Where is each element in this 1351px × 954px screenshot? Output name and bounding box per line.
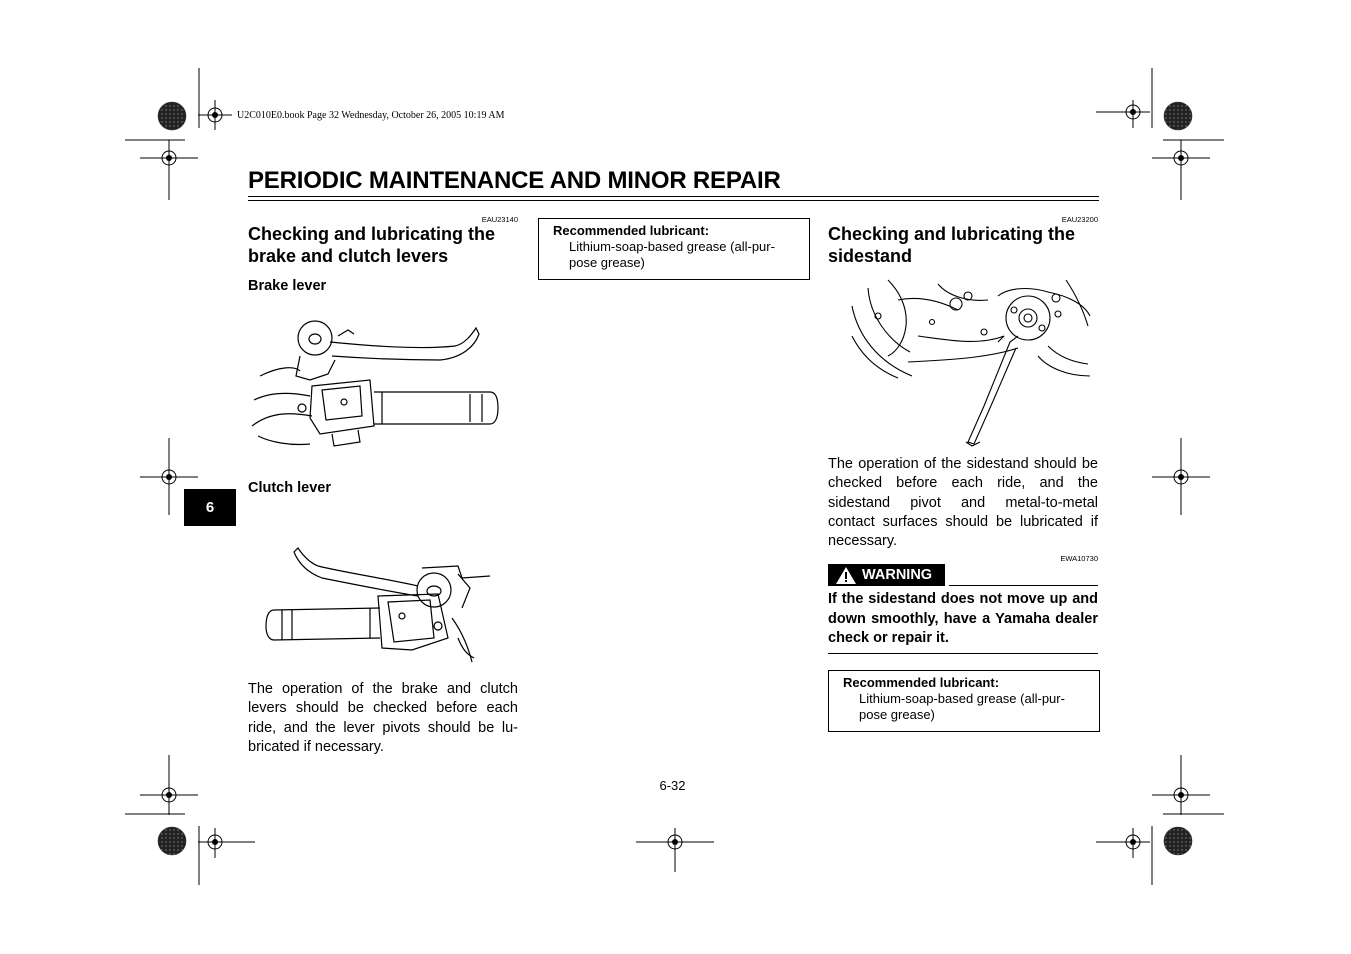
chapter-title: PERIODIC MAINTENANCE AND MINOR REPAIR (248, 167, 781, 194)
lubricant-box-levers (538, 218, 810, 280)
section-code-sidestand: EAU23200 (1061, 215, 1098, 224)
lubricant-label-sidestand: Recommended lubricant: (843, 675, 1000, 690)
lubricant-text-sidestand: Lithium-soap-based grease (all-pur-pose grease) (859, 691, 1065, 722)
brake-lever-illustration (250, 316, 502, 456)
sidestand-body-text: The operation of the sidestand should be checked before each ride, and the sidestand pivot and metal-to-metal contact surfaces should be lubricated if necessary. (828, 456, 1098, 550)
page-number: 6-32 (659, 778, 686, 793)
lubricant-text: Lithium-soap-based grease (all-pur-pose grease) (569, 239, 775, 270)
section-code: EAU23140 (481, 215, 518, 224)
warning-label: WARNING (862, 567, 933, 583)
lubricant-box-sidestand (828, 670, 1100, 732)
title-rule-top (248, 196, 1099, 197)
title-rule-bottom (248, 200, 1099, 201)
brake-lever-heading: Brake lever (248, 278, 327, 294)
chapter-tab: 6 (184, 489, 236, 526)
lubricant-label: Recommended lubricant: (553, 223, 710, 238)
sidestand-illustration (848, 276, 1094, 448)
warning-badge (828, 564, 945, 586)
print-info: U2C010E0.book Page 32 Wednesday, October 26, 2005 10:19 AM (237, 110, 505, 121)
clutch-lever-heading: Clutch lever (248, 480, 331, 496)
clutch-lever-illustration (262, 538, 498, 670)
warning-rule (949, 585, 1098, 586)
levers-body-text: The operation of the brake and clutch levers should be checked before each ride, and the lever pivots should be lu-bricated if necessary. (248, 681, 518, 755)
warning-bottom-rule (828, 653, 1098, 654)
warning-text: If the sidestand does not move up and down smoothly, have a Yamaha dealer check or repair it. (828, 591, 1098, 646)
warning-code: EWA10730 (1060, 554, 1098, 563)
section-title-levers: Checking and lubricating the brake and clutch levers (248, 224, 496, 266)
section-title-sidestand: Checking and lubricating the sidestand (828, 224, 1076, 266)
warning-triangle-icon (828, 564, 858, 586)
